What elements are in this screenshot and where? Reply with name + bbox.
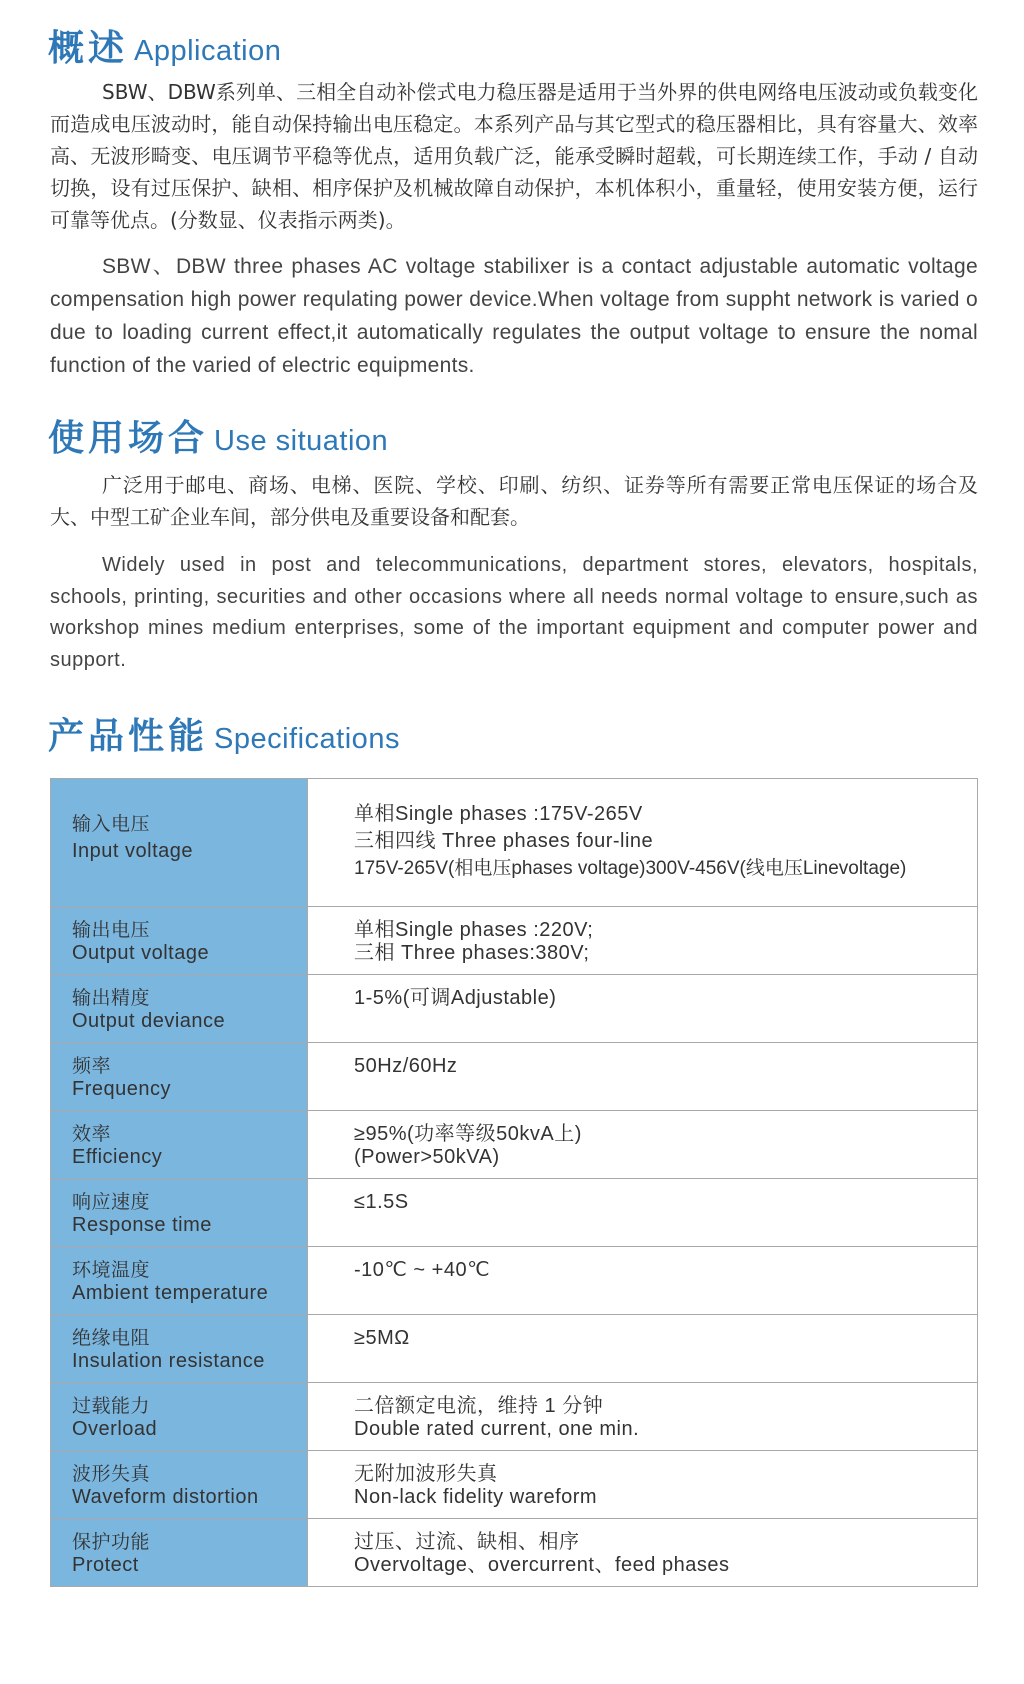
spec-label-en: Response time: [72, 1214, 212, 1236]
spec-label-en: Overload: [72, 1418, 158, 1440]
spec-row: [51, 1315, 978, 1383]
spec-label-cell: [51, 975, 308, 1043]
spec-value-cell: [308, 1179, 978, 1247]
spec-value-line: 175V-265V(相电压phases voltage)300V-456V(线电压Linevoltage): [354, 858, 907, 879]
specifications-title-zh: 产品性能: [48, 716, 209, 757]
specifications-table: [50, 778, 978, 1587]
spec-label-zh: 保护功能: [72, 1531, 151, 1553]
spec-row: [51, 1247, 978, 1315]
spec-label-en: Ambient temperature: [72, 1282, 269, 1304]
spec-value-cell: [308, 1315, 978, 1383]
spec-label-zh: 波形失真: [72, 1463, 151, 1485]
application-paragraph-zh: SBW、DBW系列单、三相全自动补偿式电力稳压器是适用于当外界的供电网络电压波动或负载变化而造成电压波动时，能自动保持输出电压稳定。本系列产品与其它型式的稳压器相比，具有容量大、效率高、无波形畸变、电压调节平稳等优点，适用负载广泛，能承受瞬时超载，可长期连续工作，手动 / 自动切换，设有过压保护、缺相、相序保护及机械故障自动保护，本机体积小，重量轻，使用安装方便，运行可靠等优点。(分数显、仪表指示两类)。: [50, 80, 978, 232]
spec-value-line: ≥95%(功率等级50kvA上): [354, 1123, 582, 1145]
application-title-zh: 概述: [48, 28, 129, 69]
spec-label-zh: 绝缘电阻: [72, 1327, 151, 1349]
spec-row: [51, 975, 978, 1043]
spec-label-zh: 环境温度: [72, 1259, 151, 1281]
spec-row: [51, 1519, 978, 1587]
spec-label-en: Waveform distortion: [72, 1486, 259, 1508]
spec-value-line: 1-5%(可调Adjustable): [354, 987, 557, 1009]
use-situation-title-en: Use situation: [214, 425, 389, 457]
spec-label-zh: 频率: [72, 1055, 112, 1077]
spec-label-en: Insulation resistance: [72, 1350, 265, 1372]
spec-value-line: ≤1.5S: [354, 1191, 409, 1213]
spec-value-cell: [308, 1383, 978, 1451]
use-situation-paragraph-zh: 广泛用于邮电、商场、电梯、医院、学校、印刷、纺织、证券等所有需要正常电压保证的场合及大、中型工矿企业车间，部分供电及重要设备和配套。: [50, 473, 978, 529]
spec-value-line: 三相 Three phases:380V;: [354, 942, 590, 964]
spec-label-cell: [51, 1111, 308, 1179]
specifications-heading: [48, 708, 400, 759]
spec-value-cell: [308, 907, 978, 975]
spec-label-cell: [51, 1043, 308, 1111]
spec-value-cell: [308, 1451, 978, 1519]
spec-label-en: Efficiency: [72, 1146, 163, 1168]
spec-value-line: Non-lack fidelity wareform: [354, 1486, 598, 1508]
spec-value-line: 单相Single phases :175V-265V: [354, 803, 643, 825]
spec-value-cell: [308, 1111, 978, 1179]
spec-label-zh: 输出精度: [72, 987, 151, 1009]
spec-label-zh: 效率: [72, 1123, 112, 1145]
spec-value-line: 50Hz/60Hz: [354, 1055, 458, 1077]
spec-value-cell: [308, 1043, 978, 1111]
spec-label-cell: [51, 779, 308, 907]
spec-value-cell: [308, 975, 978, 1043]
spec-label-cell: [51, 1519, 308, 1587]
spec-value-line: 二倍额定电流，维持 1 分钟: [354, 1395, 604, 1417]
spec-row: [51, 1043, 978, 1111]
application-title-en: Application: [134, 35, 282, 67]
spec-value-line: Overvoltage、overcurrent、feed phases: [354, 1554, 730, 1576]
spec-label-cell: [51, 1451, 308, 1519]
spec-label-en: Protect: [72, 1554, 139, 1576]
spec-value-line: -10℃ ~ +40℃: [354, 1259, 491, 1281]
spec-row: [51, 907, 978, 975]
spec-value-line: 无附加波形失真: [354, 1463, 498, 1485]
spec-label-zh: 输入电压: [72, 813, 151, 835]
spec-label-en: Output deviance: [72, 1010, 226, 1032]
spec-label-cell: [51, 1179, 308, 1247]
spec-row: [51, 1451, 978, 1519]
spec-value-line: 三相四线 Three phases four-line: [354, 830, 654, 852]
spec-label-cell: [51, 1247, 308, 1315]
spec-row: [51, 779, 978, 907]
spec-row: [51, 1179, 978, 1247]
spec-value-line: 过压、过流、缺相、相序: [354, 1531, 580, 1553]
spec-value-line: 单相Single phases :220V;: [354, 919, 594, 941]
spec-label-en: Input voltage: [72, 840, 194, 862]
use-situation-heading: [48, 410, 388, 461]
spec-label-cell: [51, 907, 308, 975]
spec-label-zh: 过载能力: [72, 1395, 151, 1417]
spec-value-line: (Power>50kVA): [354, 1146, 500, 1168]
use-situation-paragraph-en: Widely used in post and telecommunications, department stores, elevators, hospitals, schools, printing, securities and other occasions where all needs normal voltage to ensure,such as workshop mines medium enterprises, some of the important equipment and computer power and support.: [50, 554, 978, 671]
spec-value-line: Double rated current, one min.: [354, 1418, 640, 1440]
spec-label-zh: 输出电压: [72, 919, 151, 941]
spec-row: [51, 1383, 978, 1451]
spec-label-en: Output voltage: [72, 942, 210, 964]
specifications-title-en: Specifications: [214, 723, 400, 755]
spec-value-line: ≥5MΩ: [354, 1327, 410, 1349]
spec-label-cell: [51, 1383, 308, 1451]
spec-label-en: Frequency: [72, 1078, 171, 1100]
spec-value-cell: [308, 779, 978, 907]
application-paragraph-en: SBW、DBW three phases AC voltage stabilixer is a contact adjustable automatic voltage compensation high power requlating power device.When voltage from suppht network is varied o due to loading current effect,it automatically regulates the output voltage to ensure the nomal function of the varied of electric equipments.: [50, 255, 978, 377]
spec-row: [51, 1111, 978, 1179]
spec-value-cell: [308, 1519, 978, 1587]
use-situation-title-zh: 使用场合: [48, 418, 209, 459]
application-heading: [48, 20, 281, 71]
spec-value-cell: [308, 1247, 978, 1315]
spec-label-zh: 响应速度: [72, 1191, 151, 1213]
spec-label-cell: [51, 1315, 308, 1383]
